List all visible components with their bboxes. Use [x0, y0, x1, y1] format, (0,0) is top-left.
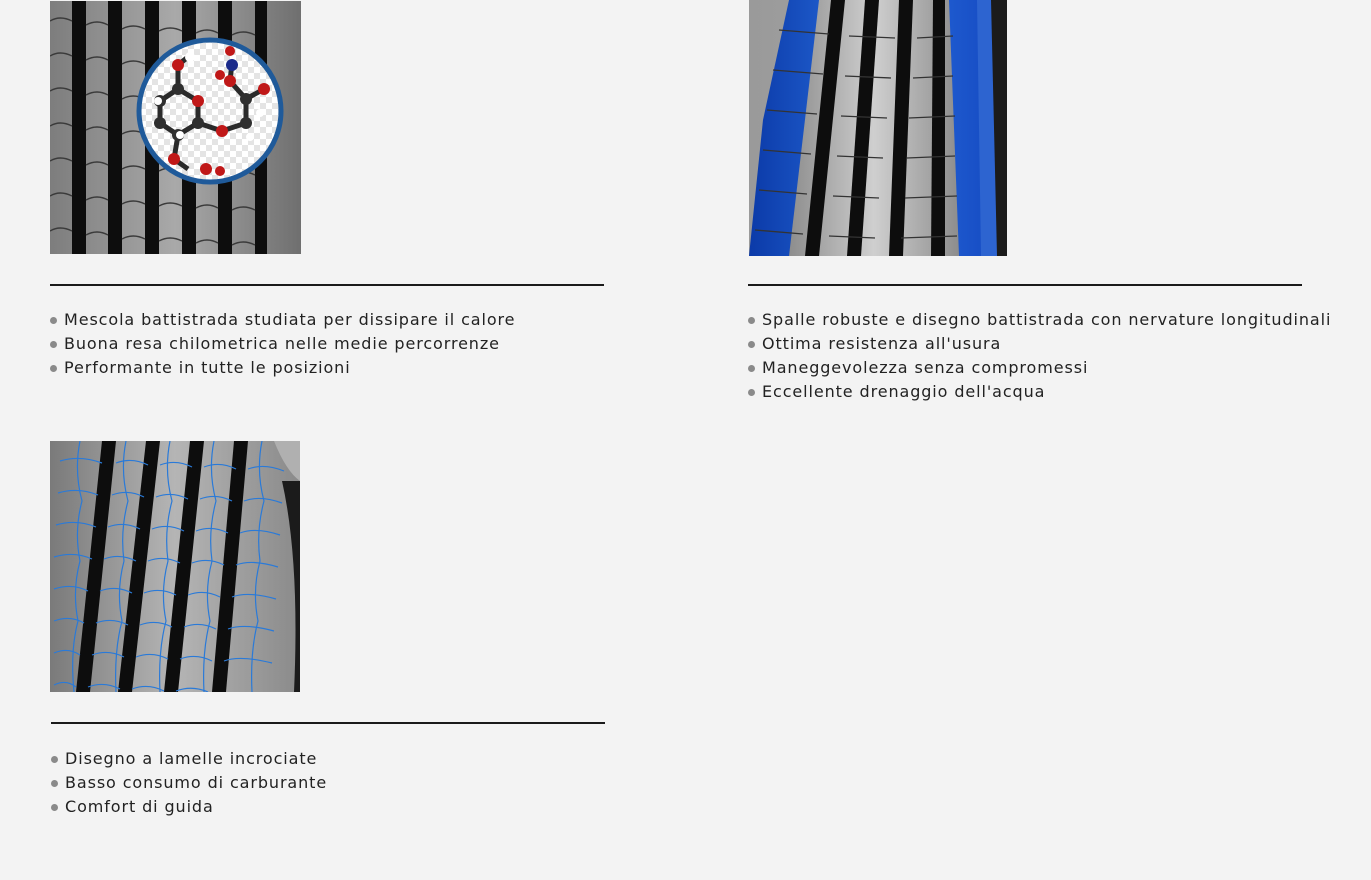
feature-robust-shoulders	[748, 0, 1332, 401]
divider	[50, 284, 604, 286]
list-item: Mescola battistrada studiata per dissipare il calore	[50, 308, 515, 332]
tyre-molecule-image	[50, 1, 301, 254]
tyre-sipes-icon	[50, 441, 300, 692]
list-item: Spalle robuste e disegno battistrada con nervature longitudinali	[748, 308, 1331, 332]
list-item: Eccellente drenaggio dell'acqua	[748, 380, 1331, 404]
feature-list	[748, 308, 1331, 404]
feature-list	[51, 747, 327, 819]
list-item: Basso consumo di carburante	[51, 771, 327, 795]
feature-heat-dissipation	[50, 0, 605, 377]
tyre-molecule-icon	[50, 1, 301, 254]
divider	[748, 284, 1302, 286]
tyre-sipes-image	[50, 441, 300, 692]
tyre-blue-shoulder-image	[749, 0, 1007, 256]
list-item: Maneggevolezza senza compromessi	[748, 356, 1331, 380]
list-item: Buona resa chilometrica nelle medie percorrenze	[50, 332, 515, 356]
feature-cross-sipes	[50, 440, 606, 816]
list-item: Performante in tutte le posizioni	[50, 356, 515, 380]
list-item: Comfort di guida	[51, 795, 327, 819]
list-item: Ottima resistenza all'usura	[748, 332, 1331, 356]
feature-list	[50, 308, 515, 380]
divider	[51, 722, 605, 724]
tyre-blue-shoulder-icon	[749, 0, 1007, 256]
list-item: Disegno a lamelle incrociate	[51, 747, 327, 771]
